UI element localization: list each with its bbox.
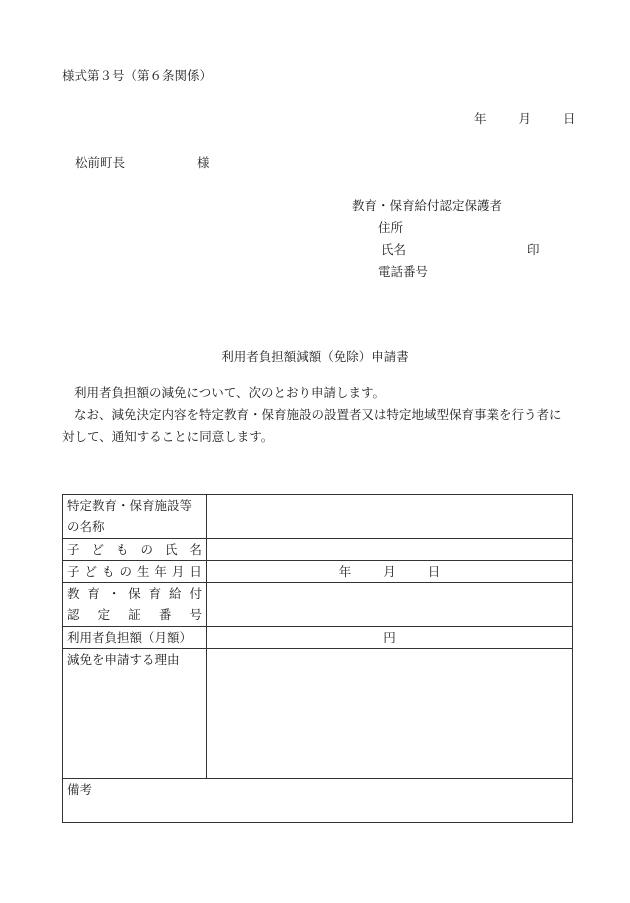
certificate-number-field[interactable]: [207, 583, 573, 627]
child-birth-row: [63, 561, 573, 583]
child-name-row: [63, 539, 573, 561]
remarks-field[interactable]: [63, 779, 573, 823]
reason-field[interactable]: [207, 649, 573, 779]
applicant-address-label: 住所: [378, 220, 404, 235]
seal-mark: 印: [527, 242, 540, 257]
certificate-label: [63, 583, 207, 627]
consent-statement: なお、減免決定内容を特定教育・保育施設の設置者又は特定地域型保育事業を行う者に対して、通知することに同意します。: [62, 407, 562, 444]
child-birth-label-text: 子 ど も の 生 年 月 日: [67, 564, 202, 579]
certificate-label-line2: 認 定 証 番 号: [67, 607, 202, 622]
child-name-field[interactable]: [207, 539, 573, 561]
date-day: 日: [563, 111, 576, 126]
birth-month: 月: [383, 564, 396, 579]
addressee-name: 松前町長: [75, 155, 126, 170]
document-title: 利用者負担額減額（免除）申請書: [221, 349, 409, 364]
application-form-table: [62, 494, 573, 823]
applicant-phone-label: 電話番号: [378, 264, 429, 279]
fee-label: 利用者負担額（月額）: [63, 627, 207, 649]
application-statement: 利用者負担額の減免について、次のとおり申請します。: [74, 385, 386, 400]
remarks-row: [63, 779, 573, 823]
child-birth-field[interactable]: [207, 561, 573, 583]
remarks-label: 備考: [67, 782, 93, 797]
child-birth-label: [63, 561, 207, 583]
certificate-label-line1: 教 育 ・ 保 育 給 付: [67, 586, 202, 601]
birth-year: 年: [338, 564, 352, 579]
application-date: [474, 109, 576, 127]
fee-row: [63, 627, 573, 649]
applicant-name-label: 氏名: [381, 242, 407, 257]
child-name-label-text: 子 ど も の 氏 名: [67, 542, 202, 557]
facility-label: [63, 495, 207, 539]
fee-field[interactable]: [207, 627, 573, 649]
form-number: 様式第３号（第６条関係）: [62, 68, 213, 83]
applicant-title: 教育・保育給付認定保護者: [352, 198, 503, 213]
reason-row: [63, 649, 573, 779]
addressee-honorific: 様: [197, 155, 210, 170]
date-month: 月: [518, 111, 532, 126]
reason-label: 減免を申請する理由: [63, 649, 207, 779]
addressee: [75, 153, 210, 171]
birth-day: 日: [427, 564, 441, 579]
facility-label-line1: 特定教育・保育施設等: [67, 498, 193, 513]
facility-row: [63, 495, 573, 539]
child-name-label: [63, 539, 207, 561]
facility-label-line2: の名称: [67, 519, 105, 534]
date-year: 年: [474, 111, 487, 126]
facility-name-field[interactable]: [207, 495, 573, 539]
fee-unit: 円: [383, 630, 396, 645]
certificate-row: [63, 583, 573, 627]
